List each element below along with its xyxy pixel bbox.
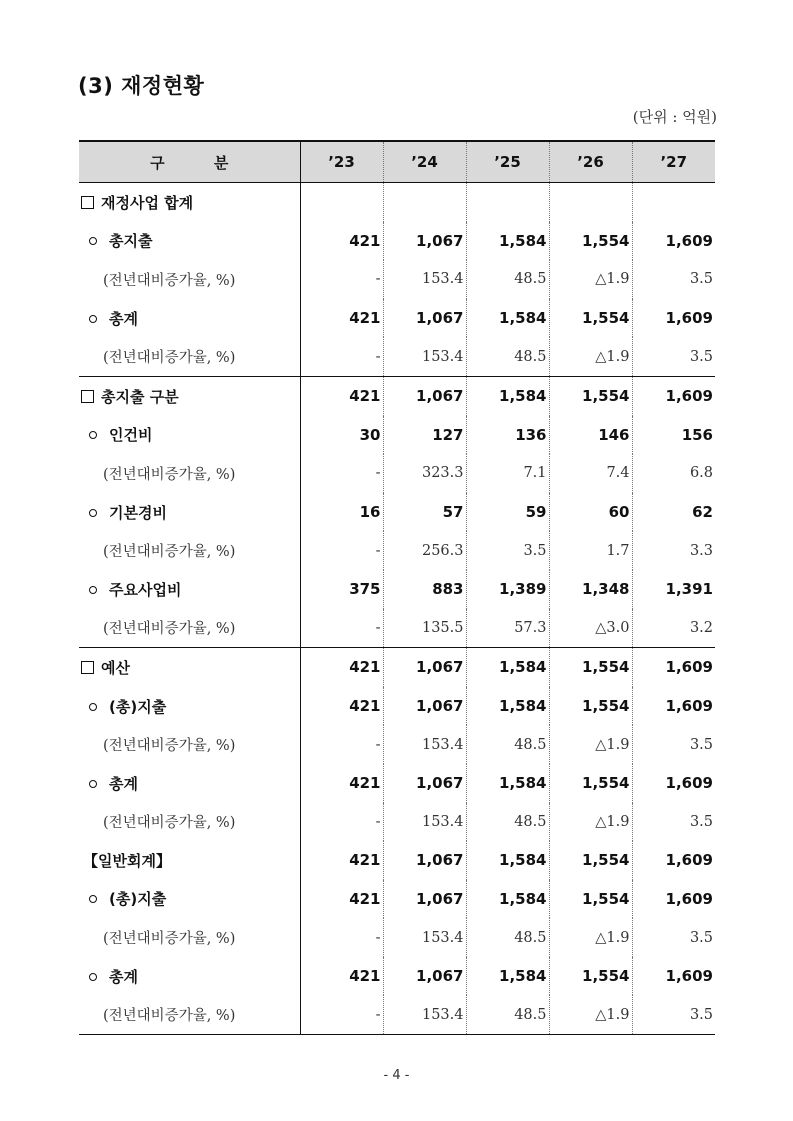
value-cell: 1,554 [549, 648, 632, 687]
value-cell: 30 [300, 416, 383, 455]
value-cell: 48.5 [466, 337, 549, 376]
table-row [79, 416, 715, 455]
value-cell [549, 183, 632, 222]
value-cell: 1,584 [466, 841, 549, 880]
row-label [79, 454, 300, 493]
value-cell: 153.4 [383, 995, 466, 1034]
value-cell: 1,391 [665, 580, 713, 599]
value-cell: 1,609 [632, 376, 715, 415]
table-row [79, 880, 715, 919]
unit-label: (단위 : 억원) [632, 108, 717, 126]
row-label-text: (전년대비증가율, %) [103, 544, 236, 561]
value-cell: 3.3 [689, 542, 713, 559]
row-label-text: (총)지출 [109, 890, 167, 909]
row-label [79, 764, 300, 803]
value-cell: 1,584 [466, 648, 549, 687]
value-cell: 421 [300, 841, 383, 880]
value-cell: △3.0 [549, 609, 632, 648]
table-row [79, 493, 715, 532]
value-cell: 3.5 [632, 995, 715, 1034]
value-cell [466, 183, 549, 222]
row-label [79, 957, 300, 996]
row-label-text: (전년대비증가율, %) [103, 1008, 236, 1025]
value-cell: 421 [300, 687, 383, 726]
value-cell [383, 183, 466, 222]
row-label [79, 995, 300, 1034]
value-cell: 48.5 [466, 725, 549, 764]
table-row [79, 222, 715, 261]
row-label [79, 880, 300, 919]
value-cell: 1,067 [383, 687, 466, 726]
value-cell: 1,554 [549, 841, 632, 880]
value-cell: 1,389 [466, 570, 549, 609]
page-number: - 4 - [383, 1068, 410, 1083]
table-header-row [79, 141, 715, 183]
value-cell: - [300, 803, 383, 842]
value-cell: 16 [300, 493, 383, 532]
value-cell: △1.9 [549, 803, 632, 842]
row-label [79, 609, 300, 648]
row-label [79, 222, 300, 261]
square-bullet-icon [81, 661, 94, 674]
value-cell: 1,067 [383, 222, 466, 261]
row-label-text: (전년대비증가율, %) [103, 931, 236, 948]
value-cell: - [300, 260, 383, 299]
circle-bullet-icon [89, 509, 97, 517]
value-cell: - [300, 337, 383, 376]
table-row [79, 337, 715, 376]
value-cell: 421 [300, 376, 383, 415]
row-label-text: (전년대비증가율, %) [103, 738, 236, 755]
square-bullet-icon [81, 196, 94, 209]
value-cell: 135.5 [383, 609, 466, 648]
row-label-text: 총계 [109, 774, 138, 793]
row-label [79, 803, 300, 842]
value-cell: 1,609 [665, 967, 713, 986]
table-row [79, 531, 715, 570]
value-cell: - [300, 531, 383, 570]
row-label [79, 531, 300, 570]
value-cell: 375 [300, 570, 383, 609]
row-label-text: 주요사업비 [109, 580, 182, 599]
table-row [79, 764, 715, 803]
value-cell: 136 [466, 416, 549, 455]
table-row [79, 648, 715, 687]
table-row [79, 803, 715, 842]
row-label [79, 337, 300, 376]
value-cell: 3.5 [466, 531, 549, 570]
value-cell: - [300, 995, 383, 1034]
row-label-text: 총계 [109, 967, 138, 986]
value-cell: 153.4 [383, 337, 466, 376]
circle-bullet-icon [89, 315, 97, 323]
value-cell: 1,554 [549, 222, 632, 261]
value-cell: 3.5 [689, 813, 713, 830]
value-cell: 1,609 [665, 851, 713, 870]
value-cell: 59 [466, 493, 549, 532]
table-row [79, 570, 715, 609]
value-cell: 421 [300, 222, 383, 261]
value-cell: 421 [300, 880, 383, 919]
value-cell: △1.9 [549, 337, 632, 376]
table-row [79, 299, 715, 338]
value-cell: 1,067 [383, 376, 466, 415]
value-cell: 62 [692, 503, 713, 522]
value-cell: 127 [383, 416, 466, 455]
square-bullet-icon [81, 390, 94, 403]
value-cell: △1.9 [549, 725, 632, 764]
value-cell: 146 [549, 416, 632, 455]
circle-bullet-icon [89, 586, 97, 594]
value-cell: 1,609 [665, 697, 713, 716]
value-cell: 1,067 [383, 957, 466, 996]
circle-bullet-icon [89, 973, 97, 981]
row-label-text: 총계 [109, 309, 138, 328]
value-cell: 1,584 [466, 764, 549, 803]
value-cell: 6.8 [689, 465, 713, 482]
row-label [79, 687, 300, 726]
value-cell: 60 [549, 493, 632, 532]
header-year-23: ’23 [300, 141, 383, 183]
value-cell: - [300, 454, 383, 493]
value-cell: 3.5 [689, 271, 713, 288]
table-row [79, 454, 715, 493]
value-cell: △1.9 [549, 260, 632, 299]
value-cell: 421 [300, 957, 383, 996]
value-cell: 1,554 [549, 880, 632, 919]
row-label [79, 376, 300, 415]
value-cell: 7.1 [466, 454, 549, 493]
circle-bullet-icon [89, 895, 97, 903]
value-cell: 48.5 [466, 995, 549, 1034]
value-cell: - [300, 725, 383, 764]
circle-bullet-icon [89, 780, 97, 788]
section-title: (3) 재정현황 [78, 74, 205, 98]
row-label-text: (전년대비증가율, %) [103, 272, 236, 289]
value-cell: 1,584 [466, 957, 549, 996]
circle-bullet-icon [89, 431, 97, 439]
value-cell: 3.5 [689, 929, 713, 946]
table-row [79, 687, 715, 726]
value-cell: 48.5 [466, 803, 549, 842]
value-cell: 1,554 [549, 299, 632, 338]
value-cell: 1,067 [383, 764, 466, 803]
value-cell: 256.3 [383, 531, 466, 570]
row-label-text: (전년대비증가율, %) [103, 466, 236, 483]
table-row [79, 841, 715, 880]
row-label [79, 416, 300, 455]
value-cell: 48.5 [466, 918, 549, 957]
value-cell: 1,609 [665, 231, 713, 250]
header-year-25: ’25 [466, 141, 549, 183]
row-label [79, 493, 300, 532]
row-label [79, 648, 300, 687]
header-year-27: ’27 [632, 141, 715, 183]
table-row [79, 376, 715, 415]
value-cell: 421 [300, 764, 383, 803]
row-label-text: 기본경비 [109, 503, 167, 522]
row-label [79, 183, 300, 222]
row-label-text: 총지출 [109, 232, 153, 251]
value-cell: 1,609 [665, 309, 713, 328]
row-label-text: (전년대비증가율, %) [103, 350, 236, 367]
table-body [79, 183, 715, 1035]
row-label-text: 예산 [101, 658, 130, 677]
table-row [79, 918, 715, 957]
table-row [79, 725, 715, 764]
value-cell: 421 [300, 299, 383, 338]
row-label-text: (총)지출 [109, 697, 167, 716]
value-cell: 1,554 [549, 957, 632, 996]
value-cell: 153.4 [383, 260, 466, 299]
table-row [79, 183, 715, 222]
row-label [79, 299, 300, 338]
value-cell: 153.4 [383, 803, 466, 842]
value-cell: 57 [383, 493, 466, 532]
row-label [79, 570, 300, 609]
value-cell: - [300, 918, 383, 957]
value-cell: 48.5 [466, 260, 549, 299]
row-label [79, 841, 300, 880]
value-cell: 1,554 [549, 376, 632, 415]
value-cell: 1,554 [549, 764, 632, 803]
value-cell: 1,584 [466, 687, 549, 726]
row-label [79, 260, 300, 299]
value-cell: 1,584 [466, 376, 549, 415]
header-year-24: ’24 [383, 141, 466, 183]
value-cell: 1,584 [466, 880, 549, 919]
value-cell: 1,554 [549, 687, 632, 726]
value-cell: 421 [300, 648, 383, 687]
value-cell: 1,067 [383, 841, 466, 880]
table-row [79, 995, 715, 1034]
value-cell: 57.3 [466, 609, 549, 648]
value-cell: △1.9 [549, 918, 632, 957]
value-cell: 3.2 [689, 619, 713, 636]
header-year-26: ’26 [549, 141, 632, 183]
row-label [79, 918, 300, 957]
finance-table [79, 140, 715, 1035]
value-cell: 1,584 [466, 299, 549, 338]
value-cell: 156 [681, 425, 713, 444]
value-cell: 883 [383, 570, 466, 609]
row-label [79, 725, 300, 764]
value-cell: 153.4 [383, 918, 466, 957]
table-row [79, 957, 715, 996]
table-row [79, 609, 715, 648]
row-label-text: 【일반회계】 [83, 851, 171, 870]
value-cell: 1,348 [549, 570, 632, 609]
circle-bullet-icon [89, 703, 97, 711]
value-cell: 1,584 [466, 222, 549, 261]
table-row [79, 260, 715, 299]
row-label-text: 인건비 [109, 426, 153, 445]
value-cell: 3.5 [689, 736, 713, 753]
value-cell: 153.4 [383, 725, 466, 764]
row-label-text: 재정사업 합계 [101, 193, 194, 212]
value-cell [632, 183, 715, 222]
circle-bullet-icon [89, 237, 97, 245]
value-cell: 1,067 [383, 648, 466, 687]
row-label-text: (전년대비증가율, %) [103, 815, 236, 832]
value-cell: 1,609 [665, 774, 713, 793]
value-cell [300, 183, 383, 222]
value-cell: 323.3 [383, 454, 466, 493]
row-label-text: (전년대비증가율, %) [103, 621, 236, 638]
value-cell: 7.4 [549, 454, 632, 493]
header-category: 구 분 [79, 141, 300, 183]
value-cell: △1.9 [549, 995, 632, 1034]
value-cell: 3.5 [689, 348, 713, 365]
row-label-text: 총지출 구분 [101, 387, 179, 406]
value-cell: 1.7 [549, 531, 632, 570]
value-cell: 1,609 [665, 889, 713, 908]
value-cell: - [300, 609, 383, 648]
value-cell: 1,067 [383, 299, 466, 338]
value-cell: 1,609 [632, 648, 715, 687]
value-cell: 1,067 [383, 880, 466, 919]
